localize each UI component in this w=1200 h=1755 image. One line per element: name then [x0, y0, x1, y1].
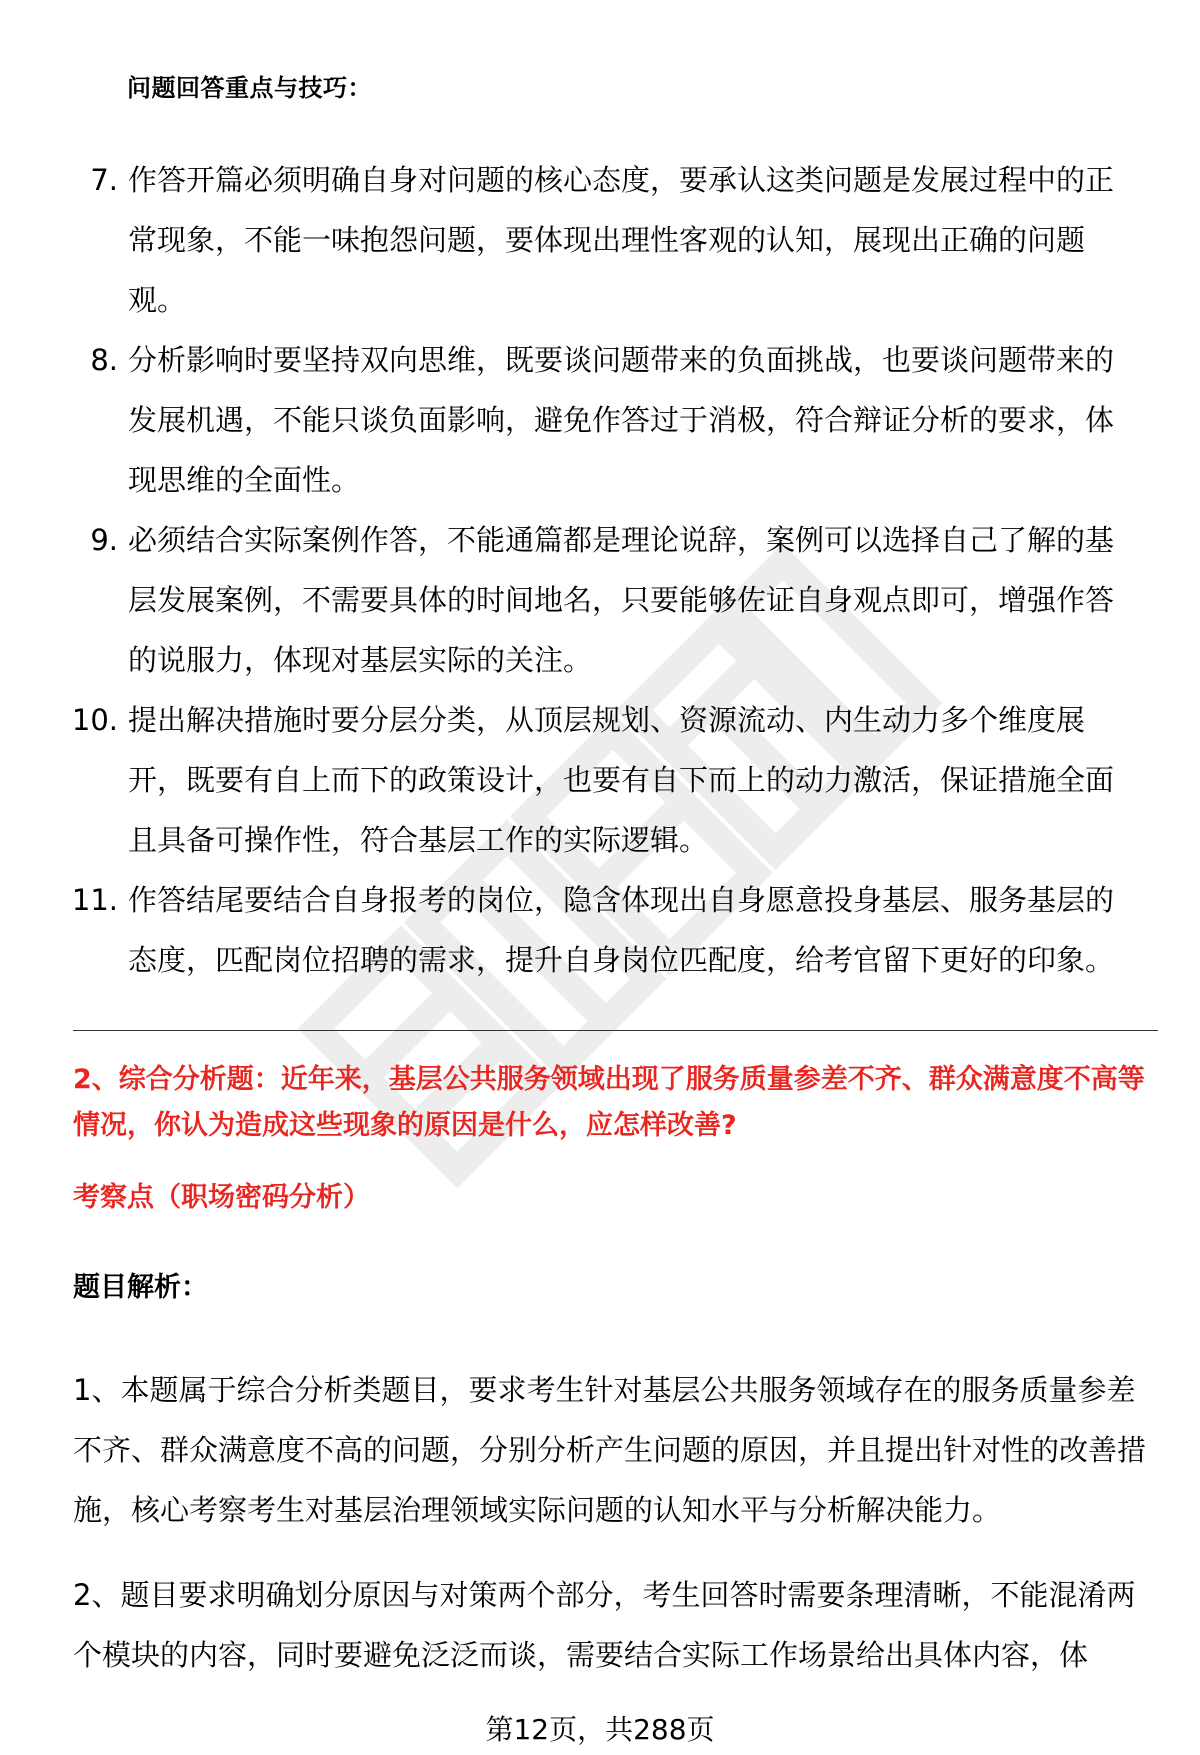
- list-item: [60, 330, 1140, 510]
- list-item-number: 9.: [90, 523, 118, 557]
- list-item-text: 必须结合实际案例作答，不能通篇都是理论说辞，案例可以选择自己了解的基层发展案例，不需要具体的时间地名，只要能够佐证自身观点即可，增强作答的说服力，体现对基层实际的关注。: [128, 523, 1115, 677]
- analysis-paragraph: 2、题目要求明确划分原因与对策两个部分，考生回答时需要条理清晰，不能混淆两个模块的内容，同时要避免泛泛而谈，需要结合实际工作场景给出具体内容，体: [73, 1578, 1136, 1672]
- tips-section-heading: 问题回答重点与技巧：: [127, 74, 372, 102]
- list-item-number: 11.: [71, 883, 118, 917]
- list-item: [60, 150, 1140, 330]
- tips-list: [60, 150, 1140, 990]
- list-item-text: 提出解决措施时要分层分类，从顶层规划、资源流动、内生动力多个维度展开，既要有自上而下的政策设计，也要有自下而上的动力激活，保证措施全面且具备可操作性，符合基层工作的实际逻辑。: [128, 703, 1115, 857]
- list-item-text: 作答结尾要结合自身报考的岗位，隐含体现出自身愿意投身基层、服务基层的态度，匹配岗位招聘的需求，提升自身岗位匹配度，给考官留下更好的印象。: [128, 883, 1115, 977]
- exam-point-label: 考察点（职场密码分析）: [73, 1182, 370, 1213]
- list-item: [60, 510, 1140, 690]
- list-item: [60, 690, 1140, 870]
- page-number-footer: 第12页，共288页: [485, 1713, 715, 1746]
- list-item: [60, 870, 1140, 990]
- analysis-paragraph: 1、本题属于综合分析类题目，要求考生针对基层公共服务领域存在的服务质量参差不齐、群众满意度不高的问题，分别分析产生问题的原因，并且提出针对性的改善措施，核心考察考生对基层治理领域实际问题的认知水平与分析解决能力。: [73, 1373, 1147, 1527]
- list-item-number: 10.: [71, 703, 118, 737]
- section-divider: [73, 1030, 1158, 1031]
- question-title: 2、综合分析题：近年来，基层公共服务领域出现了服务质量参差不齐、群众满意度不高等情况，你认为造成这些现象的原因是什么，应怎样改善?: [73, 1064, 1145, 1141]
- list-item-text: 作答开篇必须明确自身对问题的核心态度，要承认这类问题是发展过程中的正常现象，不能一味抱怨问题，要体现出理性客观的认知，展现出正确的问题观。: [128, 163, 1115, 317]
- list-item-number: 7.: [90, 163, 118, 197]
- list-item-number: 8.: [90, 343, 118, 377]
- analysis-heading: 题目解析：: [73, 1272, 208, 1303]
- list-item-text: 分析影响时要坚持双向思维，既要谈问题带来的负面挑战，也要谈问题带来的发展机遇，不能只谈负面影响，避免作答过于消极，符合辩证分析的要求，体现思维的全面性。: [128, 343, 1115, 497]
